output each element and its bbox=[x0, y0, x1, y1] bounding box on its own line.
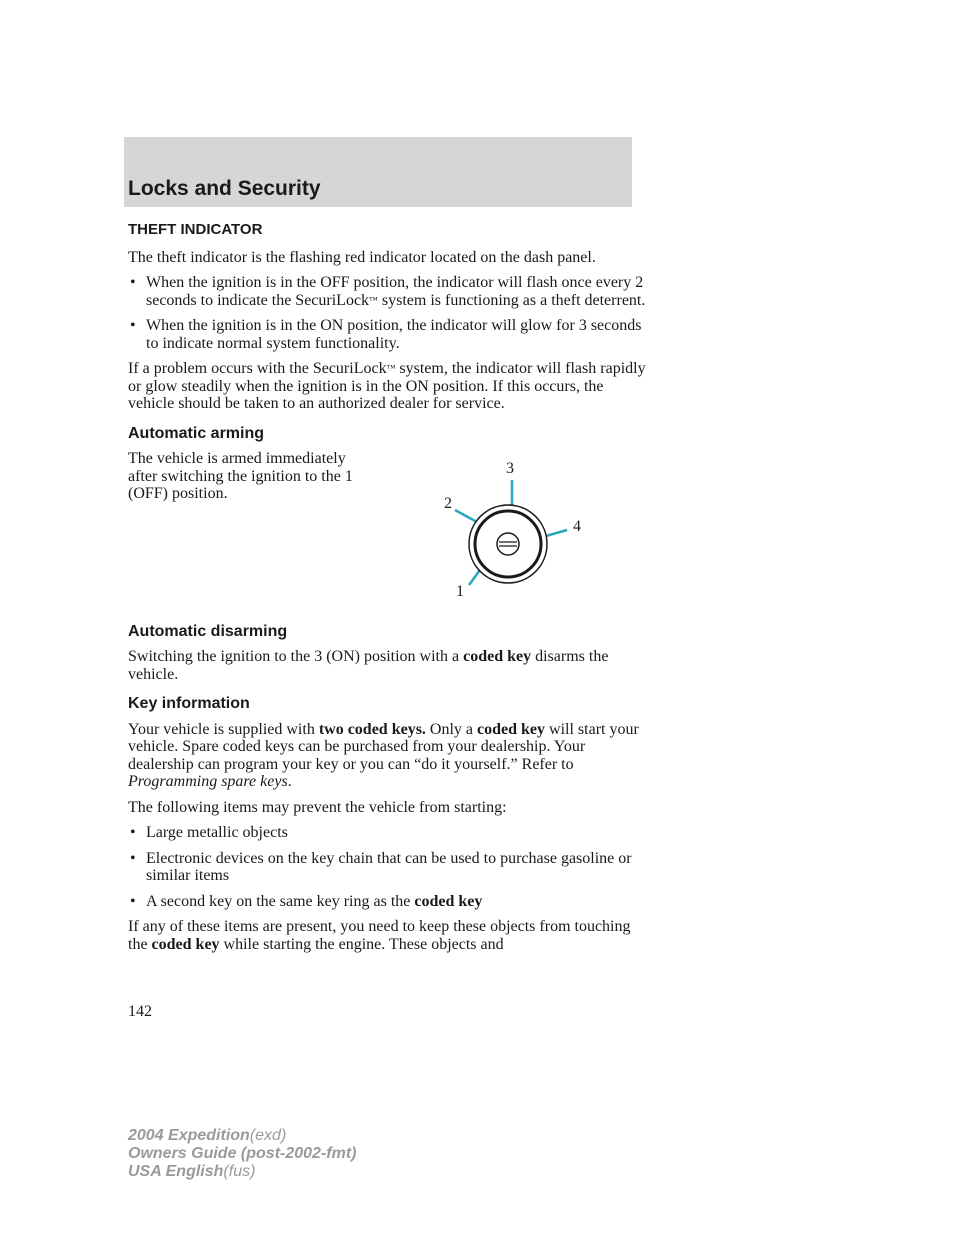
page-number: 142 bbox=[128, 1003, 152, 1020]
ignition-diagram bbox=[420, 450, 600, 610]
prevent-start-text: The following items may prevent the vehicle from starting: bbox=[128, 798, 507, 816]
theft-problem-text: If a problem occurs with the SecuriLock™ system, the indicator will flash rapidly or glow steadily when the ignition is in the ON position. If this occurs, the vehicle should be taken to an authorized dealer for service. bbox=[128, 360, 646, 412]
key-information-text: Your vehicle is supplied with two coded keys. Only a coded key will start your vehicle. Spare coded keys can be purchased from your dealership. Your dealership can program your key or you can “do it yourself.” Refer to Programming spare keys. bbox=[128, 720, 639, 790]
position-4-line bbox=[546, 530, 567, 536]
list-item: • When the ignition is in the ON position, the indicator will glow for 3 seconds to indicate normal system functionality. bbox=[130, 317, 642, 352]
position-label-1: 1 bbox=[456, 583, 464, 600]
bullet-icon: • bbox=[130, 849, 136, 867]
position-label-4: 4 bbox=[573, 518, 581, 535]
automatic-disarming-heading: Automatic disarming bbox=[128, 622, 288, 640]
page-title: Locks and Security bbox=[128, 177, 321, 200]
key-information-heading: Key information bbox=[128, 695, 250, 712]
position-label-2: 2 bbox=[444, 495, 452, 512]
automatic-arming-heading: Automatic arming bbox=[128, 424, 265, 442]
position-label-3: 3 bbox=[506, 460, 514, 477]
bullet-icon: • bbox=[130, 824, 136, 841]
bullet-icon: • bbox=[130, 317, 136, 334]
key-slot-icon bbox=[497, 533, 519, 555]
list-item: • A second key on the same key ring as the coded key bbox=[130, 892, 483, 910]
position-2-line bbox=[455, 510, 477, 522]
list-item: • Large metallic objects bbox=[130, 824, 288, 841]
theft-intro: The theft indicator is the flashing red indicator located on the dash panel. bbox=[128, 248, 596, 266]
objects-warning-text: If any of these items are present, you need to keep these objects from touching the coded key while starting the engine. These objects and bbox=[128, 918, 631, 953]
bullet-icon: • bbox=[130, 274, 136, 291]
footer: 2004 Expedition(exd) Owners Guide (post-2002-fmt) USA English(fus) bbox=[128, 1127, 357, 1180]
list-item: • When the ignition is in the OFF position, the indicator will flash once every 2 seconds to indicate the SecuriLock™ system is functioning as a theft deterrent. bbox=[130, 274, 646, 309]
bullet-icon: • bbox=[130, 892, 136, 910]
automatic-disarming-text: Switching the ignition to the 3 (ON) position with a coded key disarms the vehicle. bbox=[128, 648, 609, 683]
theft-indicator-heading: THEFT INDICATOR bbox=[128, 221, 263, 238]
automatic-arming-text: The vehicle is armed immediately after switching the ignition to the 1 (OFF) position. bbox=[128, 450, 353, 502]
list-item: • Electronic devices on the key chain that can be used to purchase gasoline or similar items bbox=[130, 849, 632, 884]
